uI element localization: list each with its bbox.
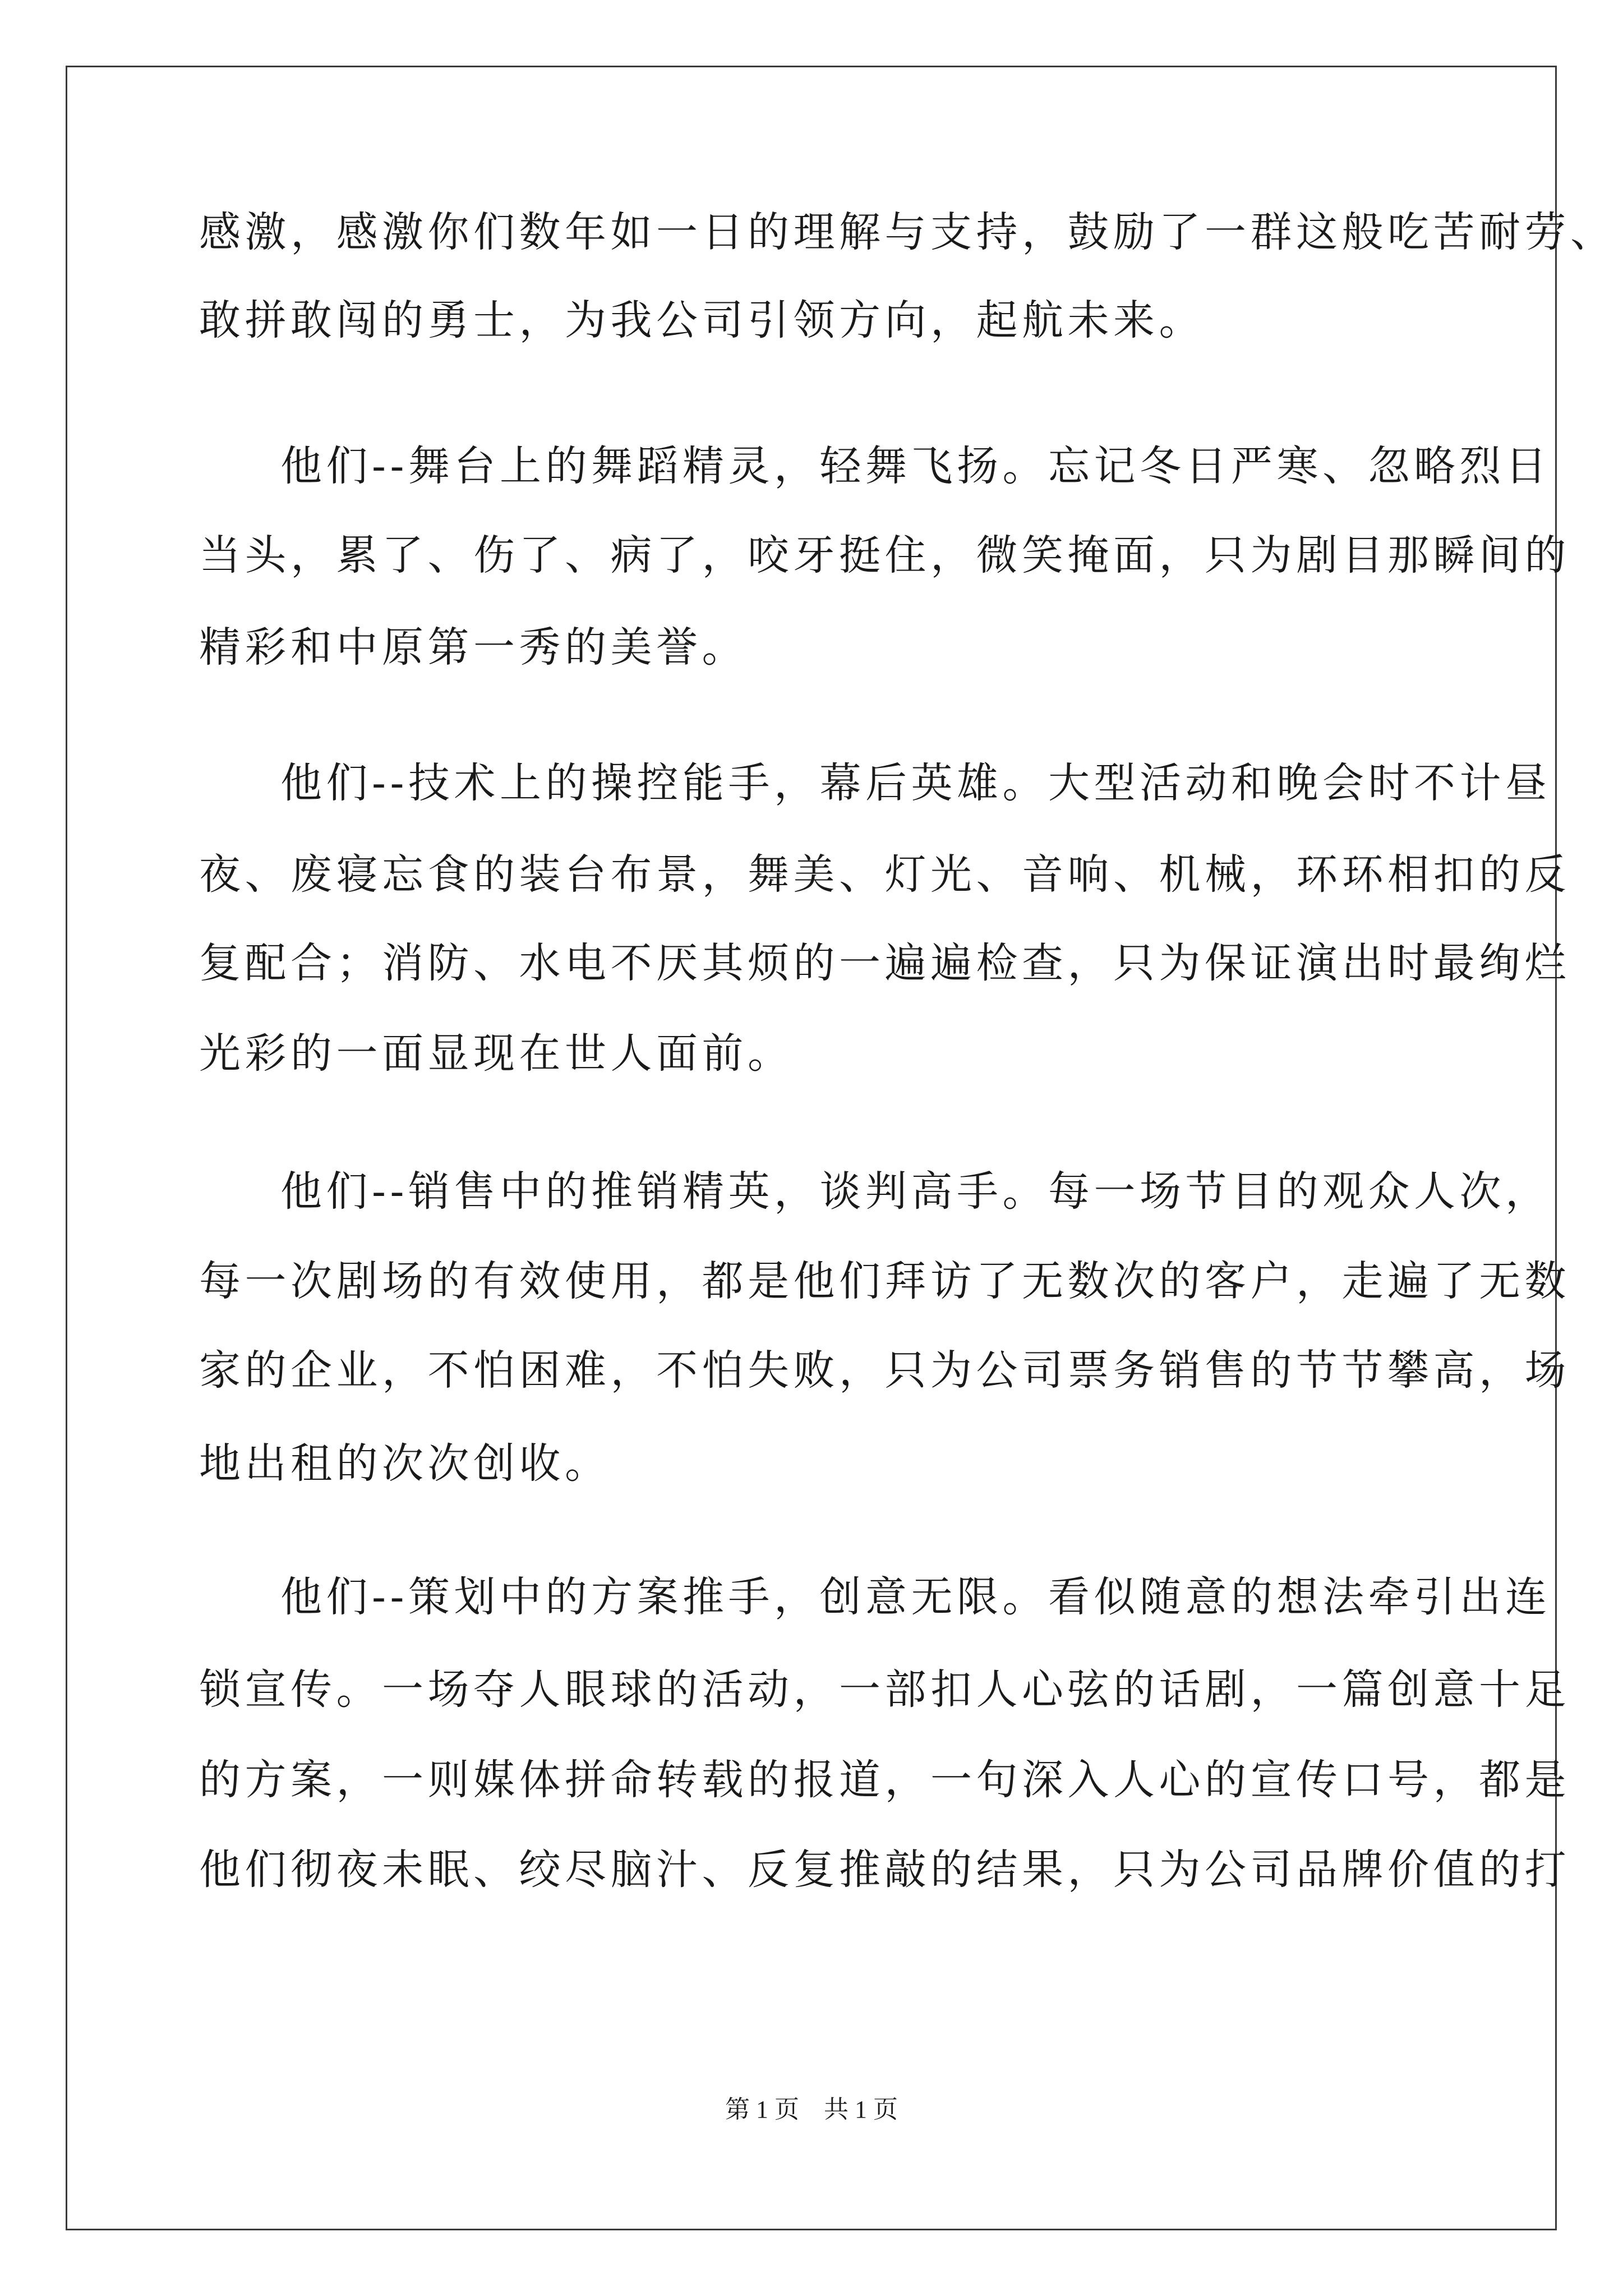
text-line: 夜、废寝忘食的装台布景，舞美、灯光、音响、机械，环环相扣的反 — [199, 850, 1570, 899]
page-border — [66, 66, 1557, 2230]
text-line: 感激，感激你们数年如一日的理解与支持，鼓励了一群这般吃苦耐劳、 — [199, 208, 1616, 256]
text-line: 他们--策划中的方案推手，创意无限。看似随意的想法牵引出连 — [280, 1573, 1551, 1621]
text-line: 敢拼敢闯的勇士，为我公司引领方向，起航未来。 — [199, 296, 1205, 344]
text-line: 锁宣传。一场夺人眼球的活动，一部扣人心弦的话剧，一篇创意十足 — [199, 1665, 1570, 1714]
text-line: 地出租的次次创收。 — [199, 1439, 611, 1488]
text-line: 他们--舞台上的舞蹈精灵，轻舞飞扬。忘记冬日严寒、忽略烈日 — [280, 442, 1551, 490]
text-line: 复配合；消防、水电不厌其烦的一遍遍检查，只为保证演出时最绚烂 — [199, 939, 1570, 987]
text-line: 他们彻夜未眠、绞尽脑汁、反复推敲的结果，只为公司品牌价值的打 — [199, 1846, 1570, 1894]
text-line: 当头，累了、伤了、病了，咬牙挺住，微笑掩面，只为剧目那瞬间的 — [199, 531, 1570, 579]
text-line: 的方案，一则媒体拼命转载的报道，一句深入人心的宣传口号，都是 — [199, 1756, 1570, 1804]
page-number: 第 1 页 共 1 页 — [725, 2096, 898, 2123]
text-line: 精彩和中原第一秀的美誉。 — [199, 623, 748, 671]
text-line: 家的企业，不怕困难，不怕失败，只为公司票务销售的节节攀高，场 — [199, 1346, 1570, 1395]
text-line: 他们--销售中的推销精英，谈判高手。每一场节目的观众人次， — [280, 1167, 1551, 1216]
text-line: 他们--技术上的操控能手，幕后英雄。大型活动和晚会时不计昼 — [280, 759, 1551, 807]
text-line: 光彩的一面显现在世人面前。 — [199, 1029, 794, 1078]
text-line: 每一次剧场的有效使用，都是他们拜访了无数次的客户，走遍了无数 — [199, 1257, 1570, 1305]
